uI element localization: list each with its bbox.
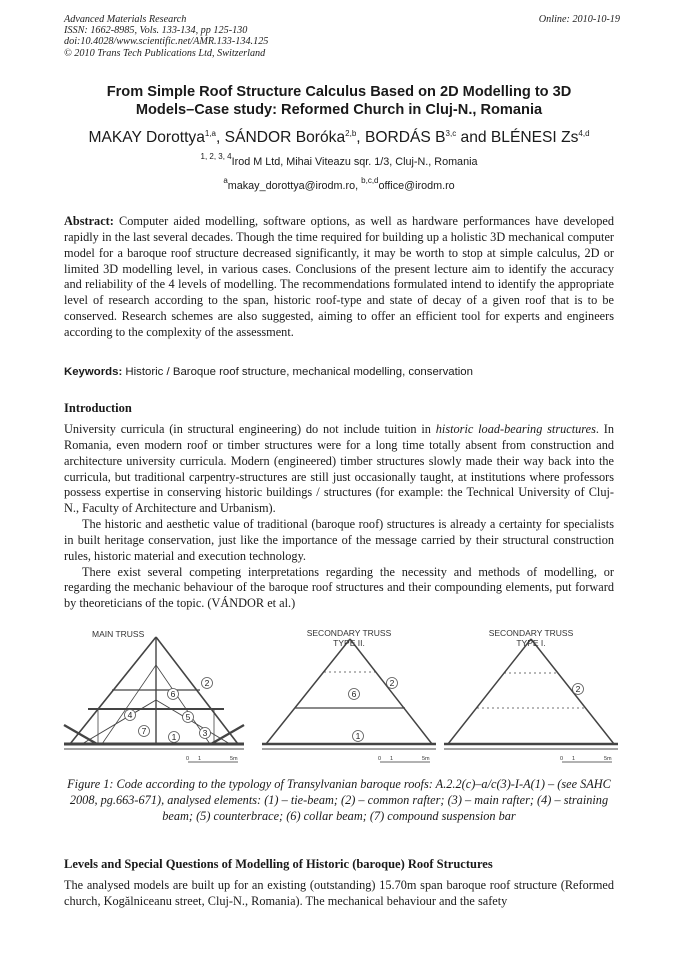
author-name: SÁNDOR Boróka: [224, 129, 346, 146]
svg-text:1: 1: [171, 732, 177, 742]
keywords-label: Keywords:: [64, 366, 123, 378]
author-sup: 1,a: [204, 129, 216, 138]
svg-text:1: 1: [572, 756, 576, 762]
marker-main-1: [169, 732, 180, 743]
marker-sec2-2: [387, 678, 398, 689]
abstract-label: Abstract:: [64, 214, 114, 228]
abstract: [64, 214, 614, 341]
marker-main-2: [202, 678, 213, 689]
left-rafter-sec1: [448, 639, 531, 744]
svg-text:1: 1: [355, 731, 361, 741]
sec2-label-1: SECONDARY TRUSS: [306, 628, 392, 638]
title-line-1: From Simple Roof Structure Calculus Based on 2D Modelling to 3D: [106, 84, 572, 100]
marker-main-5: [183, 712, 194, 723]
marker-main-3: [200, 728, 211, 739]
title-line-2: Models–Case study: Reformed Church in Cluj-N., Romania: [135, 102, 543, 118]
author-sup: 2,b: [345, 129, 357, 138]
email-sup-bcd: b,c,d: [361, 176, 379, 185]
online-date: Online: 2010-10-19: [538, 14, 620, 25]
copyright: © 2010 Trans Tech Publications Ltd, Switzerland: [64, 47, 266, 59]
sec2-label-2: TYPE II.: [333, 638, 365, 648]
email-sup-a: a: [223, 176, 228, 185]
journal-header: [64, 14, 620, 59]
sec1-label-2: TYPE I.: [516, 638, 546, 648]
levels-heading: Levels and Special Questions of Modelling of Historic (baroque) Roof Structures: [64, 857, 493, 871]
svg-text:5m: 5m: [230, 756, 238, 762]
paper-title: [64, 83, 614, 119]
doi: doi:10.4028/www.scientific.net/AMR.133-134.125: [64, 36, 269, 48]
main-truss-drawing: [64, 637, 244, 749]
affiliation: [64, 152, 614, 169]
intro-p1-start: University curricula (in structural engineering) do not include tuition in: [64, 422, 436, 436]
issn: ISSN: 1662-8985, Vols. 133-134, pp 125-130: [64, 25, 248, 37]
svg-text:4: 4: [127, 710, 133, 720]
marker-sec2-1: [353, 731, 364, 742]
intro-paragraph-2: [64, 517, 614, 565]
truss-figure: [62, 625, 618, 770]
emails: [64, 176, 614, 193]
keywords-text: Historic / Baroque roof structure, mechanical modelling, conservation: [125, 366, 473, 378]
affiliation-sup: 1, 2, 3, 4: [200, 152, 232, 161]
scale-bar-main: [186, 756, 238, 762]
author-name: MAKAY Dorottya: [88, 129, 205, 146]
levels-paragraph: The analysed models are built up for an existing (outstanding) 15.70m span baroque roof structure (Reformed church, Kogălniceanu street, Cluj-N., Romania). The mechanical behaviour and the safety: [64, 878, 614, 908]
intro-p2-text: The historic and aesthetic value of traditional (baroque roof) structures is already a certainty for specialists in built heritage conservation, just like the importance of the message carried by their structural construction rules, historic material and execution technology.: [64, 517, 614, 563]
counterbrace-right: [156, 700, 230, 744]
affiliation-text: Irod M Ltd, Mihai Viteazu sqr. 1/3, Cluj-N., Romania: [231, 156, 478, 168]
svg-text:0: 0: [186, 756, 190, 762]
email-a[interactable]: makay_dorottya@irodm.ro,: [227, 180, 362, 192]
svg-text:2: 2: [389, 678, 395, 688]
svg-text:6: 6: [351, 689, 357, 699]
counterbrace-left: [82, 700, 156, 744]
secondary-truss-i-drawing: [444, 639, 618, 749]
marker-sec2-6: [349, 689, 360, 700]
marker-main-6: [168, 689, 179, 700]
svg-text:6: 6: [170, 689, 176, 699]
marker-main-4: [125, 710, 136, 721]
intro-paragraph-3: [64, 565, 614, 613]
svg-text:5: 5: [185, 712, 191, 722]
author-sup: 3,c: [445, 129, 457, 138]
foot-brace-right: [211, 725, 244, 744]
figure-caption: Figure 1: Code according to the typology of Transylvanian baroque roofs: A.2.2(c)–a/c(3)-I-A(1) – (see SAHC 2008, pg.663-671), analysed elements: (1) – tie-beam; (2) – common rafter; (3) – main rafter; (4) – straining beam; (5) counterbrace; (6) collar beam; (7) compound suspension bar: [67, 777, 611, 823]
author-separator: ,: [356, 129, 365, 146]
intro-p1-emphasis: historic load-bearing structures: [435, 422, 596, 436]
journal-name: Advanced Materials Research: [64, 14, 187, 25]
marker-main-7: [139, 726, 150, 737]
author-separator: and: [456, 129, 491, 146]
sec1-label-1: SECONDARY TRUSS: [488, 628, 574, 638]
svg-text:5m: 5m: [604, 756, 612, 762]
svg-text:2: 2: [575, 684, 581, 694]
svg-text:1: 1: [390, 756, 394, 762]
svg-text:2: 2: [204, 678, 210, 688]
author-sup: 4,d: [578, 129, 590, 138]
left-rafter-sec2: [266, 639, 350, 744]
intro-paragraph-1: [64, 422, 614, 517]
abstract-text: Computer aided modelling, software options, as well as hardware performances have developed rapidly in the last several decades. Though the time required for building up a holistic 3D mechanical computer model for a baroque roof structure decreased significantly, it may be worth to stop at simple calculus, 2D or limited 3D modelling level, in various cases. Conclusions of the present lecture aim to identify the accuracy and reliability of the 4 levels of modelling. The recommendations formulated intend to identify the appropriate level of research according to the span, historic roof-type and state of decay of a given roof that is to be conserved. Research schemes are also suggested, aiming to offer an efficient tool for experts and engineers according to the complexity of the assessment.: [64, 214, 615, 339]
keywords: [64, 365, 614, 380]
author-name: BLÉNESI Zs: [490, 129, 579, 146]
author-name: BORDÁS B: [364, 129, 446, 146]
svg-text:0: 0: [378, 756, 382, 762]
author-separator: ,: [216, 129, 225, 146]
svg-text:7: 7: [141, 726, 147, 736]
email-bcd[interactable]: office@irodm.ro: [378, 180, 455, 192]
author-list: [64, 129, 614, 147]
foot-brace-left: [64, 725, 97, 744]
marker-sec1-2: [573, 684, 584, 695]
scale-bar-sec1: [560, 756, 612, 762]
introduction-heading: Introduction: [64, 401, 132, 415]
main-truss-label: MAIN TRUSS: [92, 629, 145, 639]
intro-p3-text: There exist several competing interpretations regarding the necessity and methods of modelling, or regarding the mechanic behaviour of the baroque roof structures and their compounding elements, put forward by theoreticians of the topic. (VÁNDOR et al.): [64, 564, 614, 611]
scale-bar-sec2: [378, 756, 430, 762]
intro-p1-end: . In Romania, even modern roof or timber structures were for a long time totally absent from construction and architecture university curricula. Modern (engineered) timber structures slowly made their way back into the curricula, but traditional carpentry-structures are still just occasionally taught, at institutions where professors possess expertise in conserving historic buildings / structures (for example: the Technical University of Cluj-N., Faculty of Architecture and Urbanism).: [64, 422, 614, 516]
introduction-body: [64, 422, 614, 612]
right-rafter-sec2: [350, 639, 432, 744]
svg-text:0: 0: [560, 756, 564, 762]
svg-text:5m: 5m: [422, 756, 430, 762]
svg-text:3: 3: [202, 728, 208, 738]
right-rafter-sec1: [531, 639, 614, 744]
svg-text:1: 1: [198, 756, 202, 762]
